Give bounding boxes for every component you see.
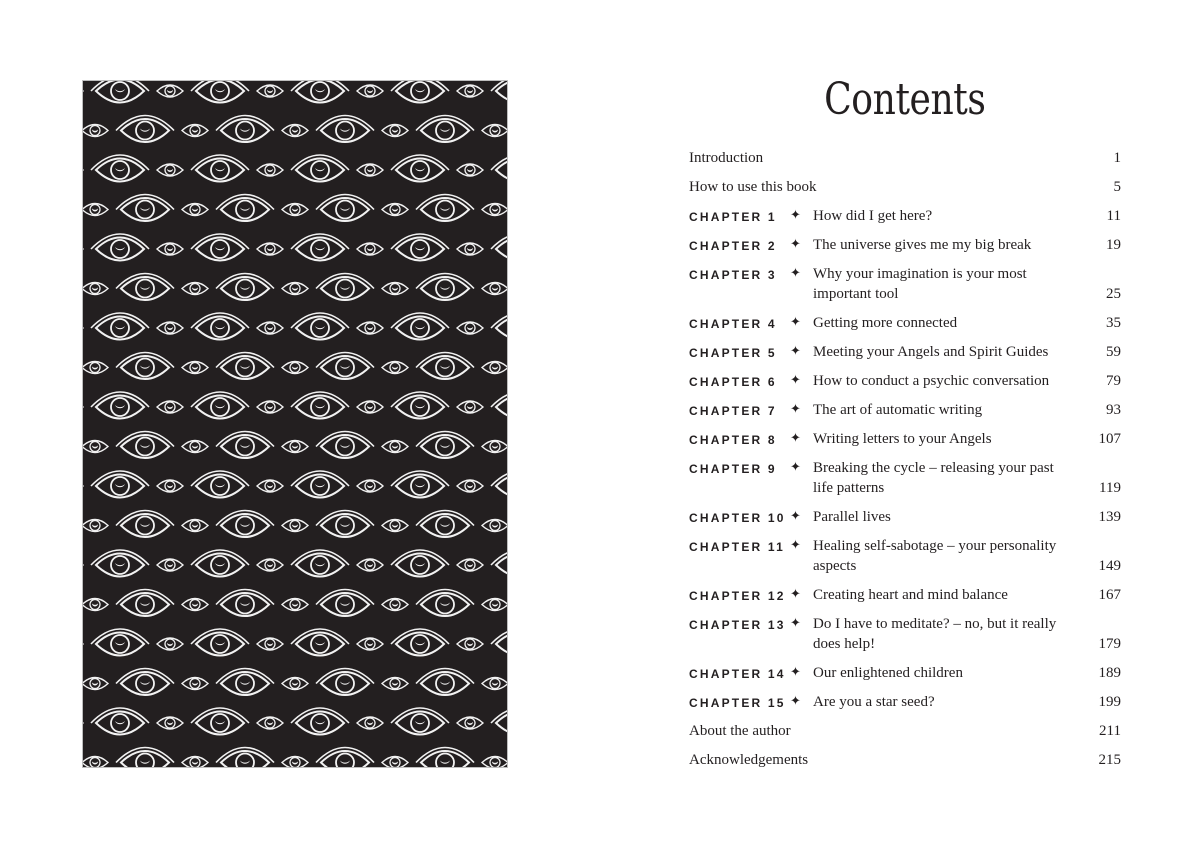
eye-icon — [457, 638, 483, 650]
toc-chapter-entry — [689, 458, 1121, 507]
eye-icon — [91, 471, 149, 498]
eye-icon — [382, 441, 408, 453]
eye-icon — [257, 717, 283, 729]
chapter-label: CHAPTER 15 — [689, 696, 786, 710]
eye-icon — [282, 678, 308, 690]
star-icon: ✦ — [790, 315, 801, 330]
toc-chapter-entry — [689, 313, 1121, 342]
toc-chapter-entry — [689, 585, 1121, 614]
eye-icon — [83, 441, 108, 453]
chapter-title: The art of automatic writing — [813, 402, 983, 418]
chapter-label: CHAPTER 7 — [689, 404, 777, 418]
toc-chapter-entry — [689, 536, 1121, 585]
eye-icon — [157, 559, 183, 571]
eye-icon — [182, 204, 208, 216]
eye-icon — [157, 638, 183, 650]
eye-icon — [357, 243, 383, 255]
eye-icon — [482, 678, 507, 690]
eye-icon — [357, 638, 383, 650]
eye-icon — [191, 471, 249, 498]
eye-icon — [416, 590, 474, 617]
eye-icon — [282, 757, 308, 768]
toc-list — [689, 148, 1121, 779]
chapter-label: CHAPTER 5 — [689, 346, 777, 360]
star-icon: ✦ — [790, 509, 801, 524]
eye-icon — [491, 81, 507, 103]
eye-icon — [157, 164, 183, 176]
chapter-page: 25 — [1106, 286, 1121, 302]
eye-icon — [91, 155, 149, 182]
eye-icon — [182, 757, 208, 768]
eye-icon — [316, 195, 374, 222]
eye-icon — [257, 322, 283, 334]
eye-icon — [91, 708, 149, 735]
star-icon: ✦ — [790, 587, 801, 602]
chapter-label: CHAPTER 9 — [689, 462, 777, 476]
eye-icon — [391, 234, 449, 261]
chapter-label: CHAPTER 6 — [689, 375, 777, 389]
eye-icon — [157, 322, 183, 334]
eye-icon — [282, 204, 308, 216]
star-icon: ✦ — [790, 538, 801, 553]
eye-icon — [182, 678, 208, 690]
eye-icon — [382, 520, 408, 532]
toc-entry — [689, 750, 1121, 779]
eye-icon — [482, 520, 507, 532]
eye-icon — [157, 85, 183, 97]
chapter-title: Do I have to meditate? – no, but it really does help! — [813, 616, 1057, 652]
eye-icon — [482, 441, 507, 453]
eye-icon — [282, 520, 308, 532]
chapter-page: 93 — [1106, 402, 1121, 418]
eye-icon — [416, 353, 474, 380]
chapter-label: CHAPTER 14 — [689, 667, 786, 681]
toc-entry — [689, 177, 1121, 206]
star-icon: ✦ — [790, 460, 801, 475]
chapter-title: Getting more connected — [813, 315, 958, 331]
eye-icon — [257, 85, 283, 97]
eye-icon — [357, 717, 383, 729]
toc-chapter-entry — [689, 342, 1121, 371]
eye-icon — [91, 313, 149, 340]
eye-icon — [116, 669, 174, 696]
eye-pattern-illustration — [83, 81, 507, 767]
eye-icon — [257, 559, 283, 571]
eye-icon — [482, 204, 507, 216]
eye-icon — [83, 599, 108, 611]
chapter-page: 119 — [1099, 480, 1121, 496]
eye-icon — [482, 362, 507, 374]
eye-icon — [291, 550, 349, 577]
toc-chapter-entry — [689, 614, 1121, 663]
eye-icon — [91, 392, 149, 419]
eye-icon — [457, 85, 483, 97]
eye-icon — [216, 353, 274, 380]
eye-icon — [316, 669, 374, 696]
star-icon: ✦ — [790, 616, 801, 631]
eye-icon — [416, 116, 474, 143]
toc-entry-title: Acknowledgements — [689, 752, 809, 768]
chapter-label: CHAPTER 1 — [689, 210, 777, 224]
eye-icon — [382, 125, 408, 137]
eye-icon — [282, 362, 308, 374]
eye-icon — [257, 480, 283, 492]
chapter-label: CHAPTER 8 — [689, 433, 777, 447]
eye-icon — [116, 432, 174, 459]
eye-icon — [157, 717, 183, 729]
eye-icon — [491, 155, 507, 182]
eye-icon — [416, 511, 474, 538]
eye-icon — [382, 678, 408, 690]
chapter-page: 199 — [1098, 694, 1121, 710]
eye-icon — [83, 125, 108, 137]
toc-chapter-entry — [689, 663, 1121, 692]
chapter-title: Why your imagination is your most important tool — [813, 266, 1027, 302]
star-icon: ✦ — [790, 665, 801, 680]
eye-icon — [457, 401, 483, 413]
eye-icon — [216, 511, 274, 538]
eye-icon — [83, 678, 108, 690]
eye-icon — [216, 590, 274, 617]
chapter-label: CHAPTER 13 — [689, 618, 786, 632]
eye-icon — [316, 511, 374, 538]
chapter-title: Creating heart and mind balance — [813, 587, 1008, 603]
eye-icon — [91, 81, 149, 103]
eye-icon — [216, 274, 274, 301]
chapter-title: Breaking the cycle – releasing your past life patterns — [813, 460, 1054, 496]
star-icon: ✦ — [790, 431, 801, 446]
toc-chapter-entry — [689, 507, 1121, 536]
toc-chapter-entry — [689, 371, 1121, 400]
eye-icon — [257, 243, 283, 255]
toc-chapter-entry — [689, 429, 1121, 458]
eye-icon — [382, 362, 408, 374]
eye-icon — [157, 401, 183, 413]
eye-icon — [257, 164, 283, 176]
eye-icon — [282, 599, 308, 611]
star-icon: ✦ — [790, 237, 801, 252]
chapter-label: CHAPTER 10 — [689, 511, 786, 525]
eye-icon — [216, 432, 274, 459]
toc-chapter-entry — [689, 264, 1121, 313]
star-icon: ✦ — [790, 373, 801, 388]
eye-icon — [116, 195, 174, 222]
chapter-page: 59 — [1106, 344, 1121, 360]
chapter-page: 11 — [1106, 208, 1121, 224]
eye-icon — [382, 599, 408, 611]
eye-icon — [391, 81, 449, 103]
eye-icon — [91, 234, 149, 261]
toc-entry-title: About the author — [689, 723, 791, 739]
eye-icon — [457, 164, 483, 176]
eye-icon — [191, 629, 249, 656]
eye-icon — [257, 401, 283, 413]
star-icon: ✦ — [790, 694, 801, 709]
star-icon: ✦ — [790, 402, 801, 417]
eye-icon — [182, 441, 208, 453]
chapter-label: CHAPTER 11 — [689, 540, 786, 554]
eye-icon — [316, 274, 374, 301]
eye-icon — [491, 313, 507, 340]
eye-icon — [191, 81, 249, 103]
eye-icon — [291, 471, 349, 498]
chapter-title: Our enlightened children — [813, 665, 963, 681]
eye-icon — [357, 322, 383, 334]
star-icon: ✦ — [790, 266, 801, 281]
chapter-title: Writing letters to your Angels — [813, 431, 992, 447]
eye-icon — [316, 590, 374, 617]
eye-icon — [83, 362, 108, 374]
toc-chapter-entry — [689, 235, 1121, 264]
eye-icon — [216, 748, 274, 768]
eye-icon — [116, 590, 174, 617]
eye-icon — [282, 283, 308, 295]
eye-icon — [83, 757, 108, 768]
eye-icon — [316, 353, 374, 380]
eye-icon — [191, 234, 249, 261]
eye-icon — [182, 599, 208, 611]
eye-icon — [291, 708, 349, 735]
eye-icon — [491, 629, 507, 656]
chapter-page: 167 — [1098, 587, 1121, 603]
chapter-title: Parallel lives — [813, 509, 891, 525]
toc-entry-page: 211 — [1099, 723, 1121, 739]
toc-entry-page: 215 — [1098, 752, 1121, 768]
eye-icon — [391, 708, 449, 735]
eye-icon — [416, 669, 474, 696]
chapter-page: 19 — [1106, 237, 1121, 253]
eye-pattern-panel — [82, 80, 508, 768]
eye-icon — [83, 520, 108, 532]
toc-entry — [689, 721, 1121, 750]
eye-icon — [291, 392, 349, 419]
eye-icon — [282, 441, 308, 453]
chapter-label: CHAPTER 4 — [689, 317, 777, 331]
chapter-label: CHAPTER 3 — [689, 268, 777, 282]
eye-icon — [457, 559, 483, 571]
star-icon: ✦ — [790, 344, 801, 359]
chapter-page: 189 — [1098, 665, 1121, 681]
eye-icon — [391, 392, 449, 419]
eye-icon — [391, 155, 449, 182]
table-of-contents — [689, 70, 1121, 779]
eye-icon — [91, 629, 149, 656]
eye-icon — [382, 283, 408, 295]
eye-icon — [291, 155, 349, 182]
eye-icon — [257, 638, 283, 650]
eye-icon — [83, 204, 108, 216]
eye-icon — [282, 125, 308, 137]
chapter-page: 79 — [1106, 373, 1121, 389]
eye-icon — [391, 471, 449, 498]
eye-icon — [491, 471, 507, 498]
chapter-title: The universe gives me my big break — [813, 237, 1032, 253]
chapter-title: How did I get here? — [813, 208, 933, 224]
chapter-page: 139 — [1098, 509, 1121, 525]
eye-icon — [357, 164, 383, 176]
toc-chapter-entry — [689, 400, 1121, 429]
eye-icon — [291, 234, 349, 261]
eye-icon — [357, 559, 383, 571]
eye-icon — [182, 283, 208, 295]
toc-entry-title: Introduction — [689, 150, 764, 166]
eye-icon — [457, 480, 483, 492]
chapter-title: Healing self-sabotage – your personality aspects — [813, 538, 1057, 574]
page-title: Contents — [824, 74, 986, 125]
eye-icon — [83, 283, 108, 295]
eye-icon — [91, 550, 149, 577]
eye-icon — [116, 748, 174, 768]
chapter-title: Are you a star seed? — [813, 694, 935, 710]
toc-entry — [689, 148, 1121, 177]
toc-entry-title: How to use this book — [689, 179, 817, 195]
eye-icon — [316, 116, 374, 143]
eye-icon — [416, 748, 474, 768]
eye-icon — [291, 81, 349, 103]
toc-entry-page: 5 — [1113, 179, 1121, 195]
eye-icon — [482, 283, 507, 295]
eye-icon — [157, 243, 183, 255]
eye-icon — [382, 757, 408, 768]
eye-icon — [391, 313, 449, 340]
eye-icon — [491, 708, 507, 735]
chapter-title: Meeting your Angels and Spirit Guides — [813, 344, 1049, 360]
eye-icon — [457, 717, 483, 729]
chapter-page: 149 — [1098, 558, 1121, 574]
eye-icon — [357, 401, 383, 413]
star-icon: ✦ — [790, 208, 801, 223]
eye-icon — [491, 234, 507, 261]
eye-icon — [416, 432, 474, 459]
eye-icon — [482, 599, 507, 611]
chapter-page: 107 — [1098, 431, 1121, 447]
eye-icon — [457, 322, 483, 334]
eye-icon — [116, 116, 174, 143]
eye-icon — [191, 313, 249, 340]
eye-icon — [216, 669, 274, 696]
eye-icon — [216, 195, 274, 222]
eye-icon — [416, 274, 474, 301]
chapter-title: How to conduct a psychic conversation — [813, 373, 1050, 389]
eye-icon — [291, 629, 349, 656]
eye-icon — [291, 313, 349, 340]
eye-icon — [391, 550, 449, 577]
toc-entry-page: 1 — [1113, 150, 1121, 166]
eye-icon — [182, 362, 208, 374]
eye-icon — [116, 353, 174, 380]
eye-icon — [416, 195, 474, 222]
toc-chapter-entry — [689, 692, 1121, 721]
chapter-label: CHAPTER 2 — [689, 239, 777, 253]
eye-icon — [391, 629, 449, 656]
eye-icon — [116, 274, 174, 301]
eye-icon — [491, 550, 507, 577]
eye-icon — [216, 116, 274, 143]
eye-icon — [382, 204, 408, 216]
eye-icon — [191, 155, 249, 182]
eye-icon — [316, 748, 374, 768]
eye-icon — [357, 480, 383, 492]
eye-icon — [191, 550, 249, 577]
eye-icon — [191, 708, 249, 735]
chapter-page: 35 — [1106, 315, 1121, 331]
eye-icon — [182, 125, 208, 137]
chapter-page: 179 — [1098, 636, 1121, 652]
toc-chapter-entry — [689, 206, 1121, 235]
eye-icon — [116, 511, 174, 538]
eye-icon — [482, 757, 507, 768]
eye-icon — [457, 243, 483, 255]
eye-icon — [191, 392, 249, 419]
eye-icon — [182, 520, 208, 532]
eye-icon — [482, 125, 507, 137]
eye-icon — [157, 480, 183, 492]
eye-icon — [357, 85, 383, 97]
eye-icon — [491, 392, 507, 419]
chapter-label: CHAPTER 12 — [689, 589, 786, 603]
eye-icon — [316, 432, 374, 459]
